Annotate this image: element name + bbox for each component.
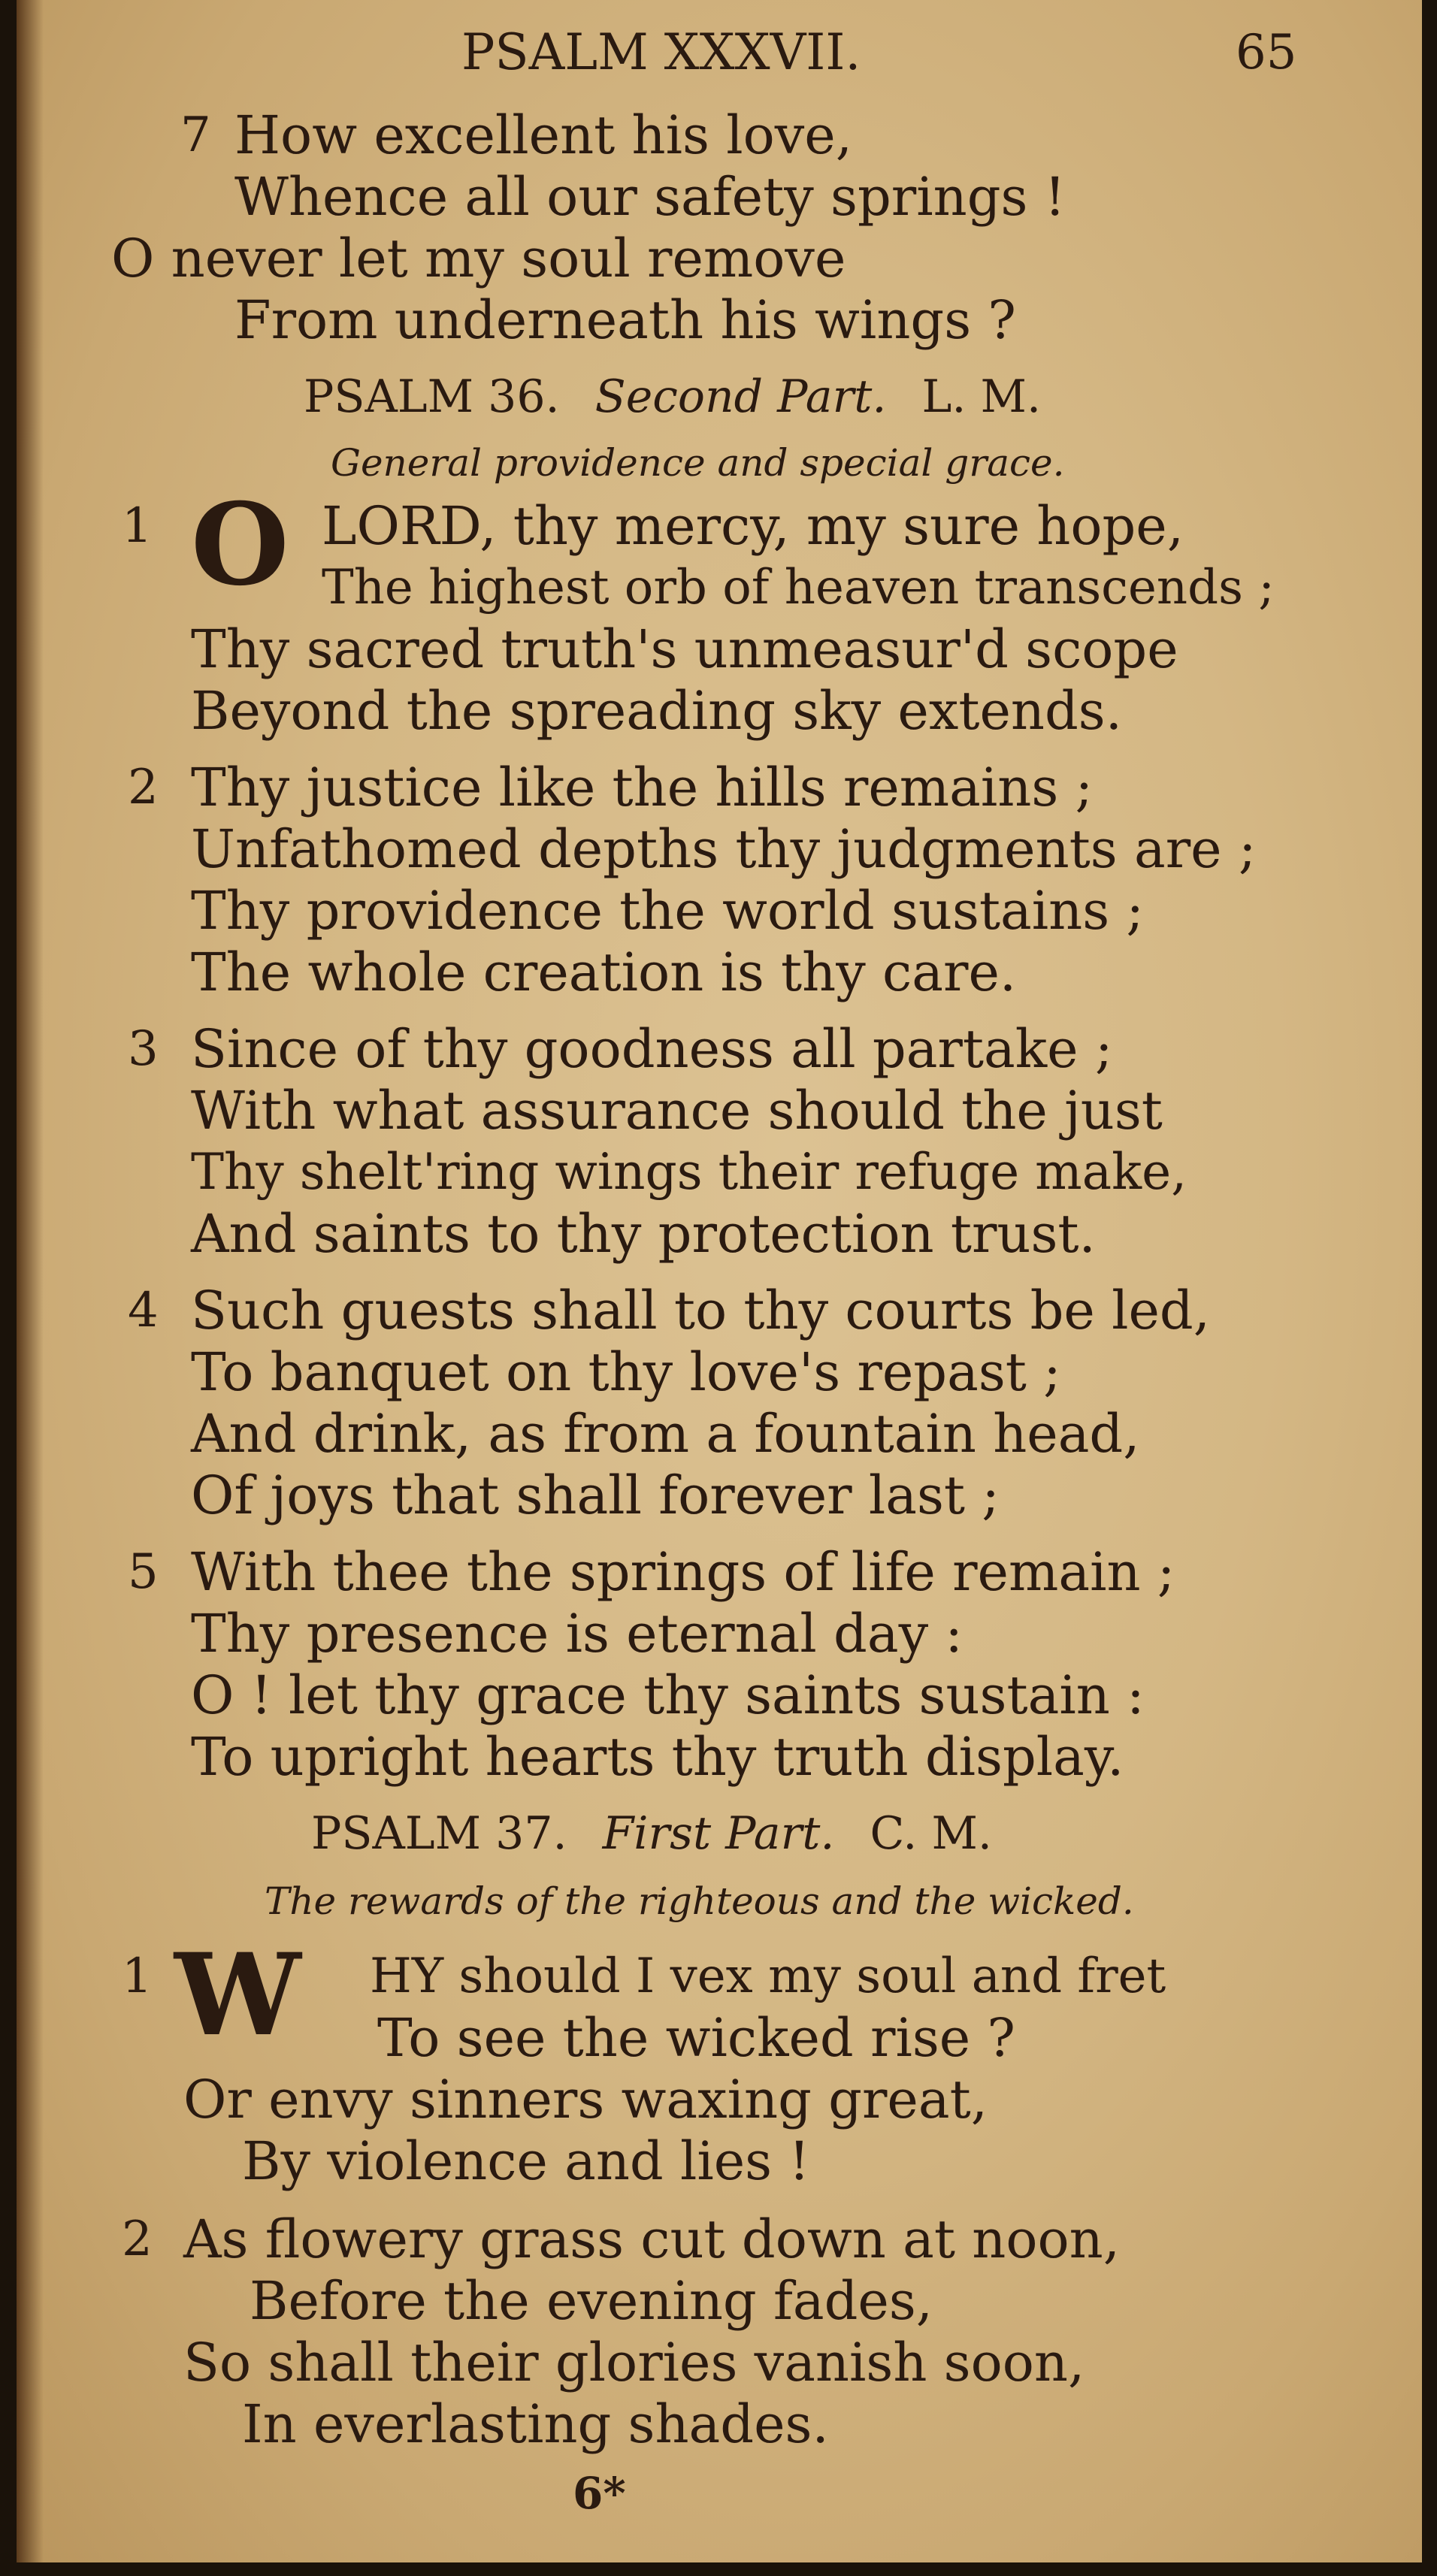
verse-line: The highest orb of heaven transcends ;	[322, 560, 1275, 615]
verse-line: Such guests shall to thy courts be led,	[191, 1280, 1210, 1341]
verse-line: Since of thy goodness all partake ;	[191, 1018, 1113, 1080]
verse-marker: 7	[180, 107, 211, 163]
verse-line: In everlasting shades.	[242, 2393, 829, 2455]
verse-line: O ! let thy grace thy saints sustain :	[191, 1664, 1145, 1726]
verse-line: As flowery grass cut down at noon,	[183, 2209, 1120, 2270]
verse-line: Beyond the spreading sky extends.	[191, 680, 1122, 742]
verse-line: Thy shelt'ring wings their refuge make,	[191, 1143, 1187, 1201]
hymnal-page	[17, 0, 1422, 2570]
verse-line: Thy providence the world sustains ;	[191, 880, 1144, 942]
verse-line: The whole creation is thy care.	[191, 942, 1017, 1003]
verse-line: So shall their glories vanish soon,	[183, 2332, 1085, 2393]
verse-number: 3	[128, 1021, 159, 1077]
psalm-meter: L. M.	[921, 370, 1042, 423]
verse-number: 2	[122, 2212, 153, 2267]
verse-line: With thee the springs of life remain ;	[191, 1541, 1175, 1603]
verse-line: To see the wicked rise ?	[377, 2007, 1015, 2069]
psalm-part: First Part.	[602, 1807, 835, 1860]
psalm-37-heading	[311, 1804, 992, 1864]
verse-line: LORD, thy mercy, my sure hope,	[322, 495, 1184, 557]
psalm-36-heading	[304, 367, 1041, 427]
psalm-part: Second Part.	[594, 370, 887, 423]
verse-number: 2	[128, 760, 159, 815]
verse-line: Thy presence is eternal day :	[191, 1603, 963, 1664]
verse-line: O never let my soul remove	[111, 228, 846, 289]
psalm-number: PSALM 36.	[304, 370, 560, 423]
verse-number: 4	[128, 1283, 159, 1338]
verse-line: Or envy sinners waxing great,	[183, 2069, 988, 2130]
psalm-37-subtitle: The rewards of the righteous and the wicked.	[265, 1879, 1134, 1923]
verse-line: To banquet on thy love's repast ;	[191, 1341, 1061, 1403]
verse-line: Whence all our safety springs !	[234, 166, 1066, 228]
verse-number: 5	[128, 1544, 159, 1600]
verse-line: Before the evening fades,	[250, 2270, 933, 2332]
verse-line: And saints to thy protection trust.	[191, 1203, 1096, 1265]
verse-line: How excellent his love,	[234, 104, 852, 166]
page-number: 65	[1236, 25, 1297, 80]
signature-mark: 6*	[573, 2468, 626, 2519]
verse-line: Thy justice like the hills remains ;	[191, 757, 1094, 818]
verse-number: 1	[122, 1949, 153, 2004]
verse-line: To upright hearts thy truth display.	[191, 1726, 1124, 1788]
verse-line: Unfathomed depths thy judgments are ;	[191, 818, 1257, 880]
verse-line: HY should I vex my soul and fret	[370, 1949, 1166, 2004]
psalm-number: PSALM 37.	[311, 1807, 567, 1860]
verse-line: Thy sacred truth's unmeasur'd scope	[191, 618, 1178, 680]
drop-cap: O	[191, 479, 289, 611]
verse-line: With what assurance should the just	[191, 1080, 1163, 1141]
verse-line: Of joys that shall forever last ;	[191, 1465, 1000, 1526]
psalm-meter: C. M.	[870, 1807, 992, 1860]
running-title: PSALM XXXVII.	[461, 23, 861, 81]
psalm-36-subtitle: General providence and special grace.	[331, 441, 1065, 485]
verse-line: From underneath his wings ?	[234, 289, 1016, 351]
verse-line: And drink, as from a fountain head,	[191, 1403, 1140, 1465]
drop-cap: W	[174, 1929, 301, 2061]
page-bottom-edge	[17, 2562, 1422, 2570]
verse-number: 1	[122, 498, 153, 554]
verse-line: By violence and lies !	[242, 2130, 810, 2192]
